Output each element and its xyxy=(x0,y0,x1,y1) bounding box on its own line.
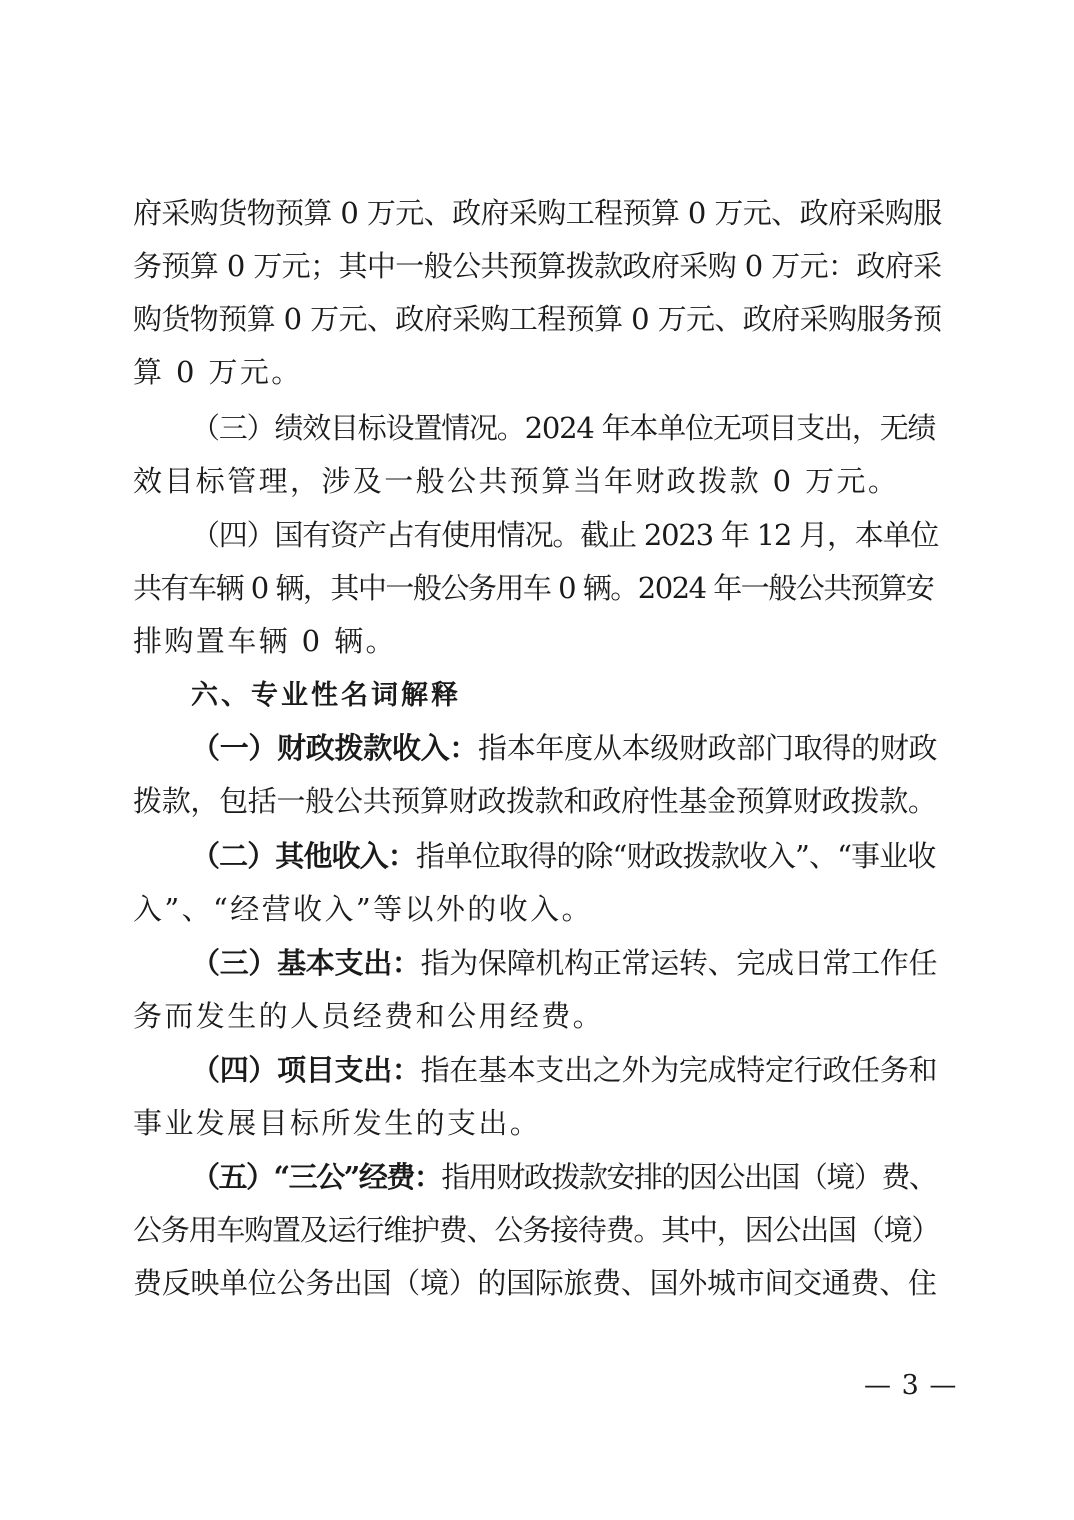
term-definition: 指在基本支出之外为完成特定行政任务和 xyxy=(420,1053,938,1087)
term-title: （三）基本支出： xyxy=(191,946,421,980)
text-line: 府采购货物预算 0 万元、政府采购工程预算 0 万元、政府采购服 xyxy=(133,196,942,230)
text-line: 拨款，包括一般公共预算财政拨款和政府性基金预算财政拨款。 xyxy=(133,784,937,818)
text-line: 公务用车购置及运行维护费、公务接待费。其中，因公出国（境） xyxy=(133,1213,940,1247)
section-heading: 六、专业性名词解释 xyxy=(191,680,461,711)
term-definition: 指本年度从本级财政部门取得的财政 xyxy=(478,731,938,765)
text-line: 务预算 0 万元；其中一般公共预算拨款政府采购 0 万元：政府采 xyxy=(133,249,942,283)
term-project-expenditure xyxy=(133,1044,943,1150)
text-line: 费反映单位公务出国（境）的国际旅费、国外城市间交通费、住 xyxy=(133,1266,937,1300)
term-first-line xyxy=(133,1151,943,1204)
paragraph-state-assets xyxy=(133,509,943,668)
term-other-income xyxy=(133,830,943,936)
text-line: （四）国有资产占有使用情况。截止 2023 年 12 月，本单位 xyxy=(191,518,939,552)
text-line: 入”、“经营收入”等以外的收入。 xyxy=(133,892,593,926)
term-title: （一）财政拨款收入： xyxy=(191,731,479,765)
text-line: 算 0 万元。 xyxy=(133,355,303,389)
paragraph-performance-targets xyxy=(133,402,943,508)
text-line: 排购置车辆 0 辆。 xyxy=(133,624,397,658)
text-line: 务而发生的人员经费和公用经费。 xyxy=(133,999,605,1033)
term-first-line xyxy=(133,722,943,775)
term-first-line xyxy=(133,937,943,990)
page-number: — 3 — xyxy=(864,1370,958,1401)
term-three-public-expenses xyxy=(133,1151,943,1310)
term-first-line xyxy=(133,830,943,883)
text-line: 购货物预算 0 万元、政府采购工程预算 0 万元、政府采购服务预 xyxy=(133,302,942,336)
term-basic-expenditure xyxy=(133,937,943,1043)
text-line: 共有车辆 0 辆，其中一般公务用车 0 辆。2024 年一般公共预算安 xyxy=(133,571,934,605)
term-title: （二）其他收入： xyxy=(191,839,416,873)
term-definition: 指为保障机构正常运转、完成日常工作任 xyxy=(420,946,938,980)
section-heading-terms xyxy=(133,669,943,722)
text-line: 效目标管理，涉及一般公共预算当年财政拨款 0 万元。 xyxy=(133,464,900,498)
paragraph-procurement xyxy=(133,187,943,399)
term-title: （五）“三公”经费： xyxy=(191,1160,442,1194)
text-line: （三）绩效目标设置情况。2024 年本单位无项目支出，无绩 xyxy=(191,411,936,445)
term-fiscal-appropriation xyxy=(133,722,943,828)
term-first-line xyxy=(133,1044,943,1097)
text-line: 事业发展目标所发生的支出。 xyxy=(133,1106,542,1140)
term-title: （四）项目支出： xyxy=(191,1053,421,1087)
term-definition: 指用财政拨款安排的因公出国（境）费、 xyxy=(441,1160,937,1194)
term-definition: 指单位取得的除“财政拨款收入”、“事业收 xyxy=(415,839,936,873)
